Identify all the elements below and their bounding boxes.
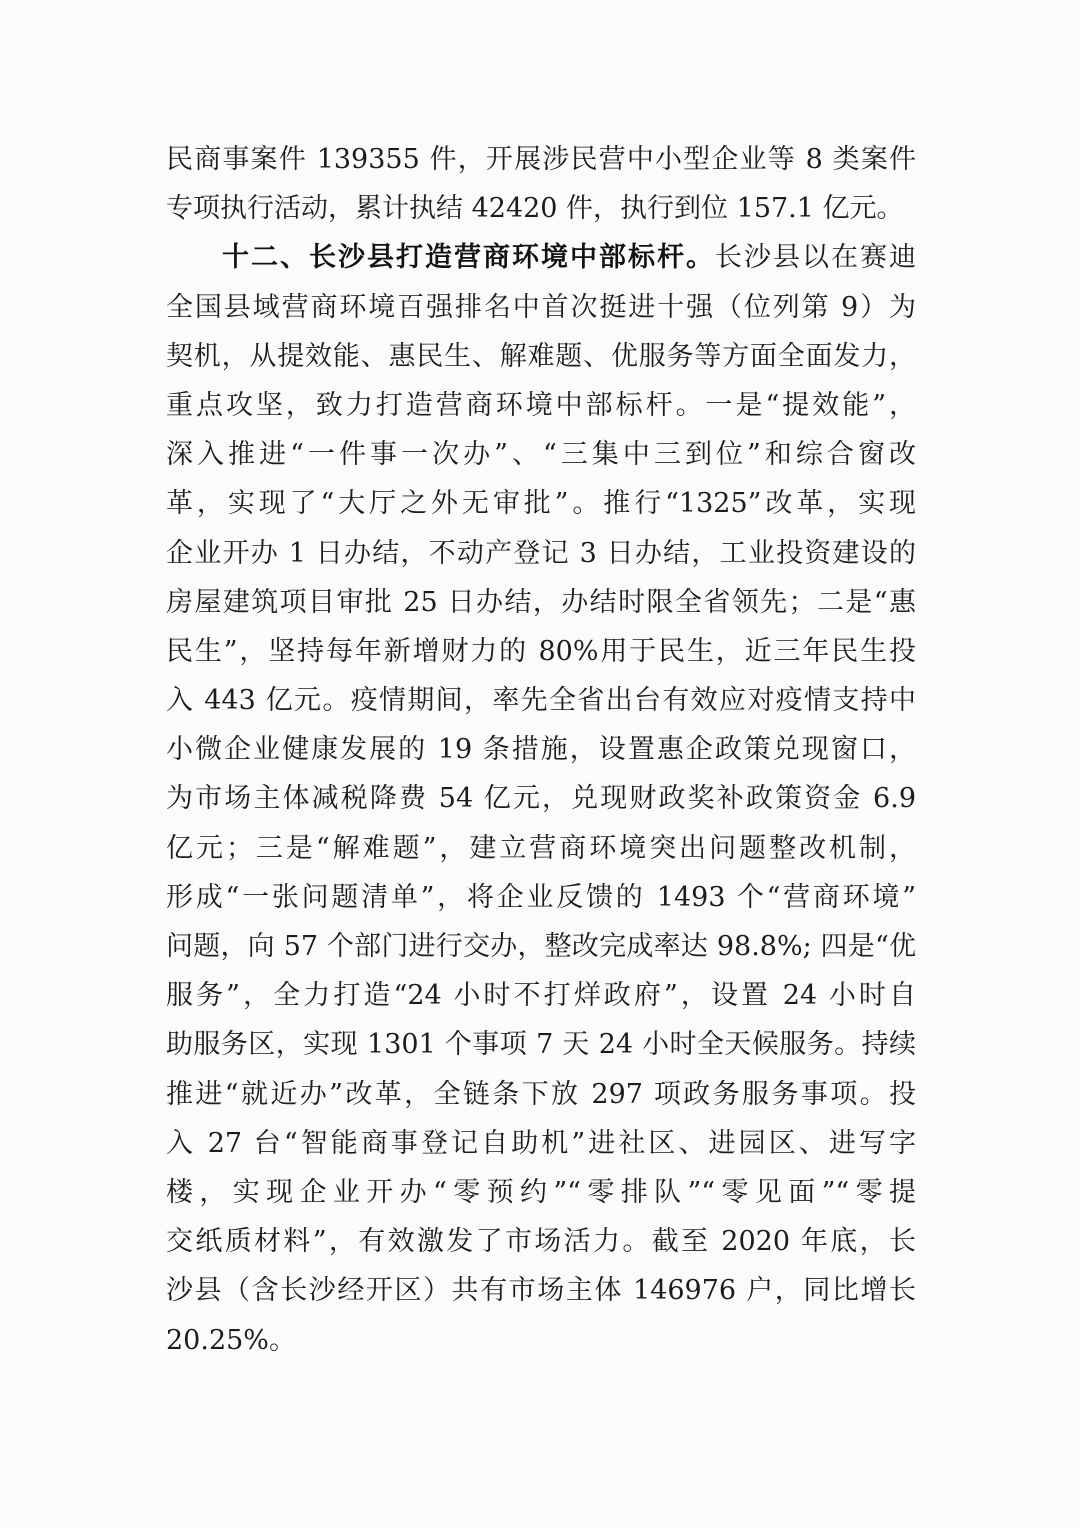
text-line-17: 问题，向 57 个部门进行交办，整改完成率达 98.8%; 四是“优 xyxy=(166,931,916,962)
text-line-10: 房屋建筑项目审批 25 日办结，办结时限全省领先；二是“惠 xyxy=(166,586,916,618)
text-line-4: 全国县域营商环境百强排名中首次挺进十强（位列第 9）为 xyxy=(166,291,916,323)
text-line-6: 重点攻坚，致力打造营商环境中部标杆。一是“提效能”， xyxy=(166,389,916,421)
text-line-14: 为市场主体减税降费 54 亿元，兑现财政奖补政策资金 6.9 xyxy=(166,783,916,815)
text-line-23: 交纸质材料”，有效激发了市场活力。截至 2020 年底，长 xyxy=(166,1226,916,1258)
text-line-11: 民生”，坚持每年新增财力的 80%用于民生，近三年民生投 xyxy=(166,635,916,667)
text-line-22: 楼，实现企业开办“零预约”“零排队”“零见面”“零提 xyxy=(166,1176,916,1208)
text-line-8: 革，实现了“大厅之外无审批”。推行“1325”改革，实现 xyxy=(166,488,916,520)
text-line-3: 十二、长沙县打造营商环境中部标杆。长沙县以在赛迪 xyxy=(222,242,916,274)
text-line-2: 专项执行活动，累计执结 42420 件，执行到位 157.1 亿元。 xyxy=(166,193,904,225)
text-line-5: 契机，从提效能、惠民生、解难题、优服务等方面全面发力， xyxy=(166,340,916,372)
text-line-9: 企业开办 1 日办结，不动产登记 3 日办结，工业投资建设的 xyxy=(166,537,916,569)
text-line-21: 入 27 台“智能商事登记自助机”进社区、进园区、进写字 xyxy=(166,1127,916,1159)
text-line-19: 助服务区，实现 1301 个事项 7 天 24 小时全天候服务。持续 xyxy=(166,1029,916,1061)
text-line-20: 推进“就近办”改革，全链条下放 297 项政务服务事项。投 xyxy=(166,1078,916,1110)
text-line-24: 沙县（含长沙经开区）共有市场主体 146976 户，同比增长 xyxy=(166,1275,916,1307)
text-line-25: 20.25%。 xyxy=(166,1324,296,1356)
section-heading: 十二、长沙县打造营商环境中部标杆。 xyxy=(222,242,715,274)
text-line-16: 形成“一张问题清单”，将企业反馈的 1493 个“营商环境” xyxy=(166,881,916,913)
document-body xyxy=(166,135,916,1365)
text-line-15: 亿元；三是“解难题”，建立营商环境突出问题整改机制， xyxy=(166,832,916,864)
text-line-12: 入 443 亿元。疫情期间，率先全省出台有效应对疫情支持中 xyxy=(166,685,916,717)
text-line-13: 小微企业健康发展的 19 条措施，设置惠企政策兑现窗口， xyxy=(166,734,916,766)
text-line-1: 民商事案件 139355 件，开展涉民营中小型企业等 8 类案件 xyxy=(166,144,916,175)
text-line-7: 深入推进“一件事一次办”、“三集中三到位”和综合窗改 xyxy=(166,439,916,471)
text-line-18: 服务”，全力打造“24 小时不打烊政府”，设置 24 小时自 xyxy=(166,980,916,1012)
